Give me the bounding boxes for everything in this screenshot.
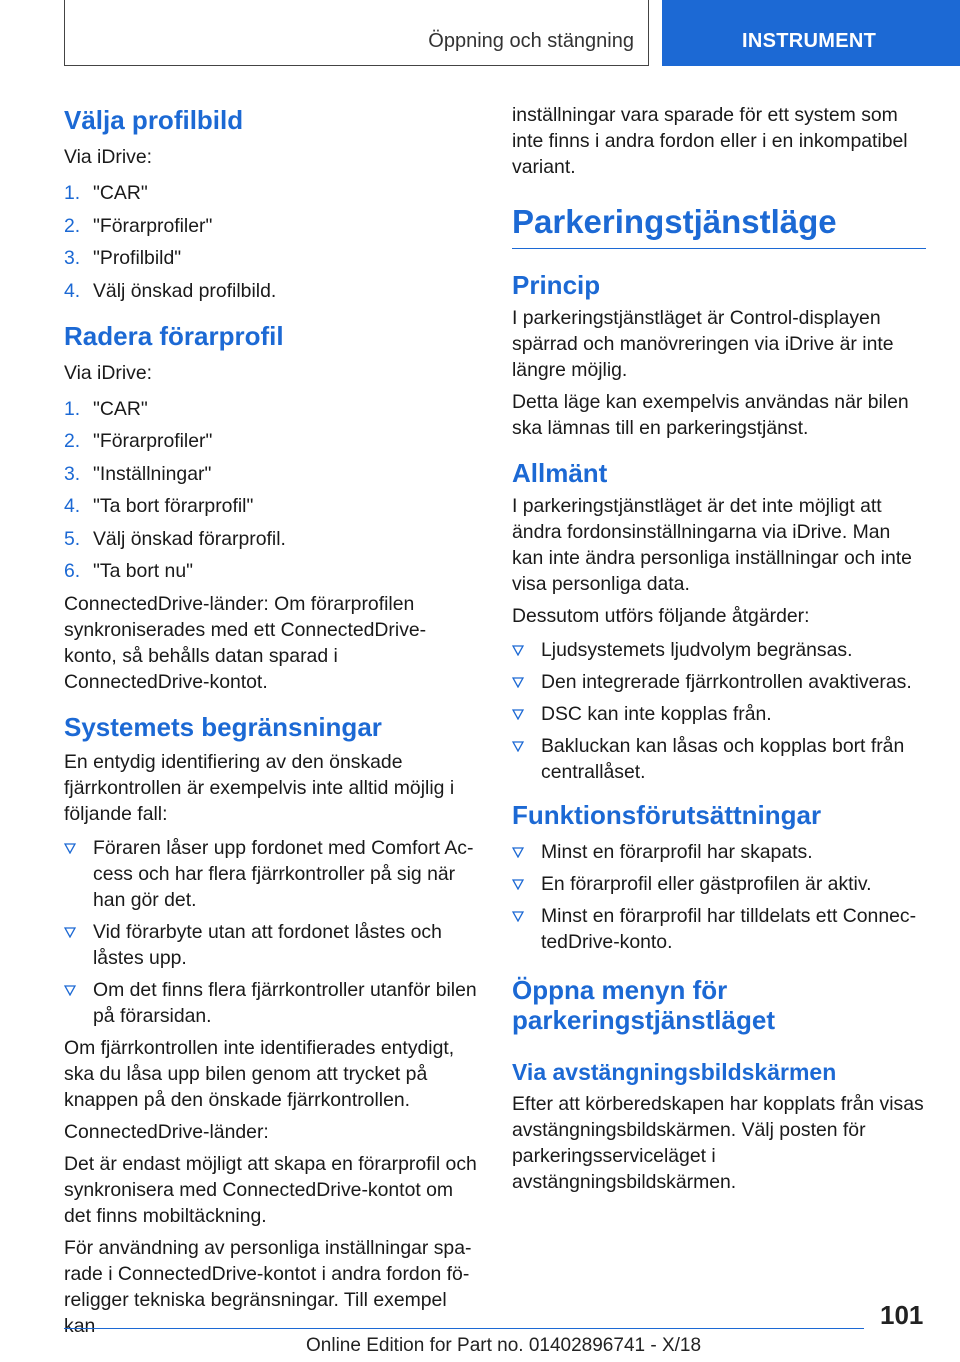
heading-parking-service-mode: Parkeringstjänstläge xyxy=(512,202,926,249)
left-column xyxy=(64,100,478,1339)
heading-open-menu-line1: Öppna menyn för xyxy=(512,975,728,1005)
step-item: 3. "Profilbild" xyxy=(64,247,182,269)
limits-intro: En entydig identifiering av den önskade fjärrkontrollen är exempelvis inte alltid möjlig i följande fall: xyxy=(64,750,455,825)
triangle-bullet-icon xyxy=(512,879,524,890)
intro-text: Via iDrive: xyxy=(64,146,153,168)
step-item: 2. "Förarprofiler" xyxy=(64,430,213,452)
requirements-bullet-list xyxy=(512,839,926,955)
step-item: 5. Välj önskad förarprofil. xyxy=(64,527,286,550)
limits-paragraph: Det är endast möjligt att skapa en förarprofil och synkronisera med ConnectedDrive-kontot om det finns mobiltäckning. xyxy=(64,1152,477,1227)
principle-paragraph: I parkeringstjänstläget är Control-displayen spärrad och manövreringen via iDrive är inte längre möjlig. xyxy=(512,307,894,381)
header-section-box xyxy=(64,0,649,66)
general-paragraph: I parkeringstjänstläget är det inte möjligt att ändra fordonsinställningarna via iDrive. Man kan inte ändra personliga inställningar och inte visa personliga data. xyxy=(512,495,912,595)
triangle-bullet-icon xyxy=(64,843,76,854)
intro-text: Via iDrive: xyxy=(64,361,153,384)
bullet-item: Den integrerade fjärrkontrollen avaktiveras. xyxy=(512,669,926,695)
header-section-label: Öppning och stängning xyxy=(428,30,634,52)
step-item: 1. "CAR" xyxy=(64,182,148,204)
heading-requirements: Funktionsförutsättningar xyxy=(512,800,822,830)
right-column xyxy=(512,102,926,1195)
principle-paragraph: Detta läge kan exempelvis användas när bilen ska lämnas till en parkeringstjänst. xyxy=(512,391,909,439)
footer-edition-text: Online Edition for Part no. 01402896741 - X/18 xyxy=(306,1335,702,1356)
steps-list xyxy=(64,396,478,585)
heading-delete-driver-profile: Radera förarprofil xyxy=(64,320,284,351)
heading-open-menu-line2: parkeringstjänstläget xyxy=(512,1005,775,1035)
general-paragraph: Dessutom utförs följande åtgärder: xyxy=(512,605,810,627)
via-paragraph: Efter att körberedskapen har kopplats från visas avstängningsbildskärmen. Välj posten för parkeringsserviceläget i avstängningsbildskärmen. xyxy=(512,1093,924,1193)
header-chapter-tab[interactable] xyxy=(662,0,960,66)
page-number: 101 xyxy=(880,1300,924,1330)
heading-open-menu xyxy=(512,975,926,1035)
limits-paragraph: Om fjärrkontrollen inte identifierades entydigt, ska du låsa upp bilen genom att trycket på knappen på den önskade fjärrkontrollen. xyxy=(64,1036,455,1111)
triangle-bullet-icon xyxy=(512,911,524,922)
bullet-item: Föraren låser upp fordonet med Comfort Access och har flera fjärrkontroller på sig när han gör det. xyxy=(64,835,478,913)
triangle-bullet-icon xyxy=(512,709,524,720)
bullet-item: Minst en förarprofil har tilldelats ett ConnectedDrive-konto. xyxy=(512,903,926,955)
bullet-item: DSC kan inte kopplas från. xyxy=(512,701,926,727)
connecteddrive-note: ConnectedDrive-länder: Om förarprofilen synkroniserades med ett ConnectedDrive-konto, så behålls datan sparad i ConnectedDrive-kontot. xyxy=(64,592,427,693)
limits-paragraph: ConnectedDrive-länder: xyxy=(64,1120,269,1143)
general-bullet-list xyxy=(512,637,926,785)
steps-list xyxy=(64,180,478,304)
step-item: 6. "Ta bort nu" xyxy=(64,560,194,582)
step-item: 3. "Inställningar" xyxy=(64,462,212,485)
heading-principle: Princip xyxy=(512,270,601,300)
bullet-item: En förarprofil eller gästprofilen är aktiv. xyxy=(512,871,926,897)
step-item: 1. "CAR" xyxy=(64,397,148,420)
bullet-item: Bakluckan kan låsas och kopplas bort från centrallåset. xyxy=(512,733,926,785)
heading-system-limits: Systemets begränsningar xyxy=(64,711,382,742)
triangle-bullet-icon xyxy=(512,741,524,752)
carryover-text: inställningar vara sparade för ett system som inte finns i andra fordon eller i en inkompatibel variant. xyxy=(512,104,908,178)
footer-rule xyxy=(64,1328,864,1329)
header-chapter-label: INSTRUMENT xyxy=(742,30,877,52)
triangle-bullet-icon xyxy=(512,645,524,656)
limits-bullet-list xyxy=(64,835,478,1029)
bullet-item: Ljudsystemets ljudvolym begränsas. xyxy=(512,637,926,663)
step-item: 4. Välj önskad profilbild. xyxy=(64,279,277,302)
heading-select-profile-picture: Välja profilbild xyxy=(64,105,244,135)
triangle-bullet-icon xyxy=(64,927,76,938)
limits-paragraph: För användning av personliga inställningar sparade i ConnectedDrive-kontot i andra fordon föreligger tekniska begränsningar. Till exempel kan xyxy=(64,1236,472,1337)
step-item: 2. "Förarprofiler" xyxy=(64,214,213,237)
heading-general: Allmänt xyxy=(512,458,608,488)
triangle-bullet-icon xyxy=(512,677,524,688)
bullet-item: Minst en förarprofil har skapats. xyxy=(512,839,926,865)
triangle-bullet-icon xyxy=(64,985,76,996)
bullet-item: Vid förarbyte utan att fordonet låstes och låstes upp. xyxy=(64,919,478,971)
heading-via-shutdown-screen: Via avstängningsbildskärmen xyxy=(512,1059,837,1085)
bullet-item: Om det finns flera fjärrkontroller utanför bilen på förarsidan. xyxy=(64,977,478,1029)
triangle-bullet-icon xyxy=(512,847,524,858)
step-item: 4. "Ta bort förarprofil" xyxy=(64,495,254,517)
